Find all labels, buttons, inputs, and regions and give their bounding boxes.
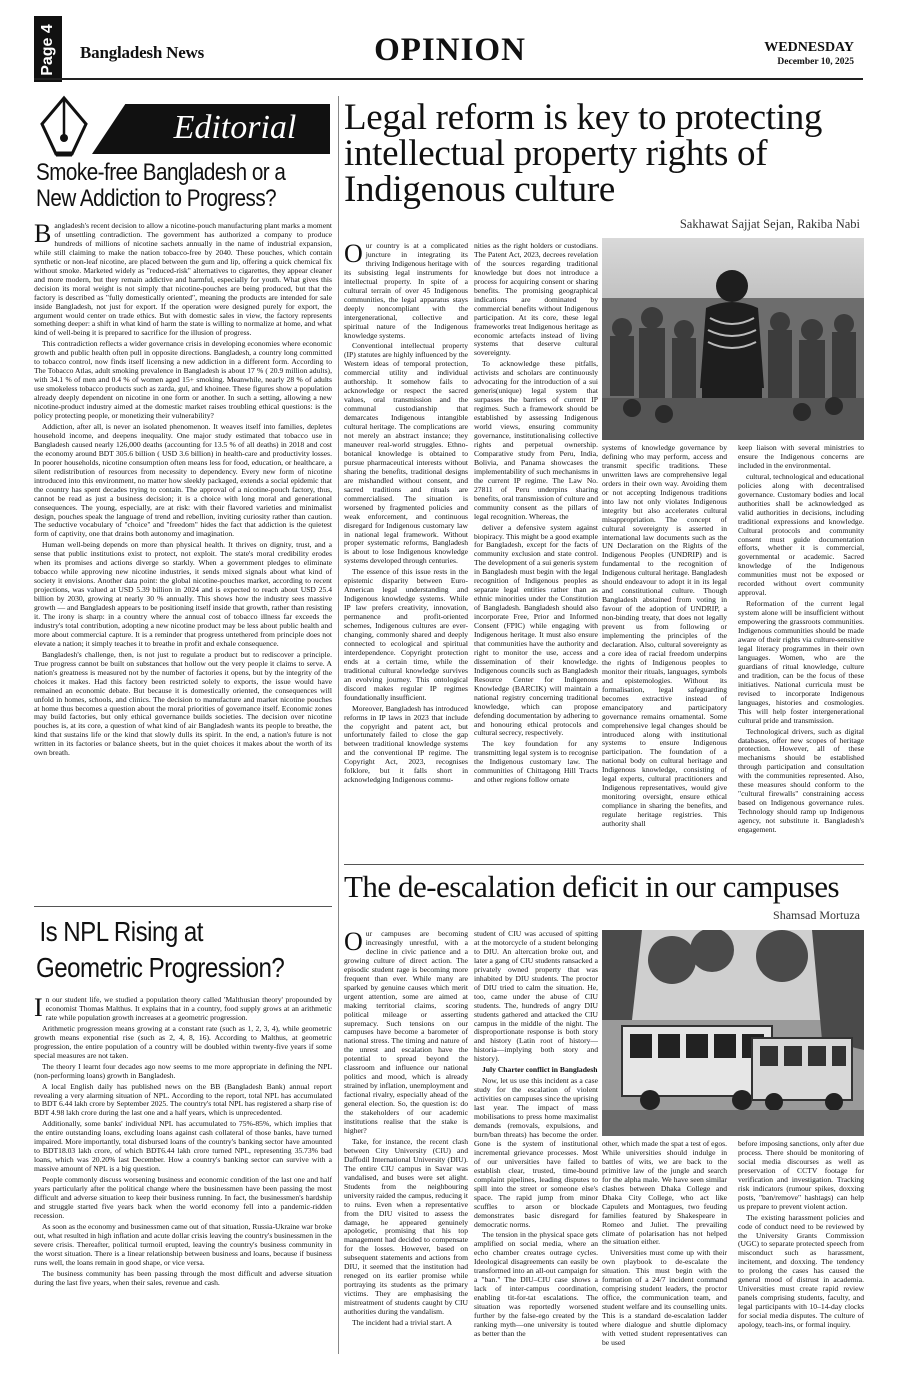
article2-col1 — [344, 930, 468, 1354]
article1-headline-line2: intellectual property rights of — [344, 133, 768, 174]
editorial2-paragraph: The business community has been passing through the most difficult and adverse situation during the last five years, when their sales, revenue and cash. — [34, 1268, 332, 1287]
article2-paragraph: before imposing sanctions, only after due process. There should be monitoring of social media discourses as well as preservation of CCTV footage for verification and investigation. Tracking risk indicators (rumour spikes, doxxing posts, "ban/remove" hashtags) can help us prepare to prevent violent action. — [738, 1140, 864, 1211]
article1-headline — [344, 97, 864, 210]
article2-paragraph: The incident had a trivial start. A — [352, 1317, 453, 1327]
article-divider — [344, 864, 864, 865]
editorial1-paragraph: angladesh's recent decision to allow a nicotine-pouch manufacturing plant marks a moment of unsettling contradiction. The government has authorized a company to produce hundreds of millions of nicotine sachets annually in the name of industrial expansion, while still claiming to make the nation tobacco-free by 2040. These pouches, which contain synthetic or non-leaf nicotine, are placed between the gum and lip, offering a quick chemical fix without smoke. Marketed widely as "reduced-risk" alternatives to cigarettes, they appear cleaner and more modern, but they remain addictive and harmful, especially for youth. What gives this decision its moral weight is not simply that nicotine-pouches are being produced, but that the factory is described as "fully domestically oriented", meaning the products are intended for sale inside Bangladesh, not just for export. If the operation were designed purely for export, the argument would center on trade ethics. But with domestic sales in view, the factory represents something deeper: a shift in what kind of harm the state is willing to normalize at home, and what kind of well-being it is prepared to sacrifice for the illusion of progress. — [34, 222, 332, 338]
article1-paragraph: To acknowledge these pitfalls, activists and scholars are continuously advocating for the introduction of a sui generis(unique) legal system that surpasses the barriers of current IP regimes. Such a framework should be established by assessing Indigenous world views, ensuring community governance, institutionalising collective rights and perpetual ownership. Comparative study from Peru, India, Bolivia, and Panama showcases the implementability of such mechanisms in the current IP regime. The Law No. 27811 of Peru underpins sharing benefits, oral transmission of culture and community consent as the pillars of legal recognition. Whereas, the — [474, 359, 598, 521]
editorial2-paragraph: The theory I learnt four decades ago now seems to me more appropriate in defining the NPL (non-performing loans) growth in Bangladesh. — [34, 1061, 332, 1080]
article1-col2 — [474, 242, 598, 854]
article2-paragraph: Now, let us use this incident as a case study for the escalation of violent activities on campuses since the uprising last year. The impact of mass mobilisations to press home maximalist demands (removals, expulsions, and burn/ban threats) has become the order. Gone is the system of institutional incremental grievance processes. Most of our universities have failed to establish clear, trusted, time-bound complaint pipelines, leading disputes to spill into the street or someone else's space. The rapid jump from minor scuffles to arson or blockade demonstrates basic disregard for democratic norms. — [474, 1076, 598, 1229]
editorial2-paragraph: Arithmetic progression means growing at a constant rate (such as 1, 2, 3, 4), while geometric growth means exponential rise (such as 2, 4, 8, 16). According to Malthus, at geometric progression, the entire population of a country will be doubled within twenty-five years if some special measures are not taken. — [34, 1023, 332, 1060]
section-title: OPINION — [374, 32, 526, 68]
article2-paragraph: The tension in the physical space gets amplified on social media, where an echo chamber creates outrage cycles. Ideological disagreements can easily be transformed into an all-out campaign for a "ban." The DIU–CIU case shows a lack of inter-campus coordination, enabling tit-for-tat escalations. The situation was reportedly worsened further by the false-ego created by the ranking myth—one university is touted as better than the — [474, 1230, 598, 1338]
article2-paragraph: Universities must come up with their own playbook to de-escalate the situation. This must begin with the formation of a 24/7 incident command comprising student leaders, the proctor office, the communication team, and student welfare and its counselling units. This is a standard de-escalation ladder where dialogue and shuttle diplomacy with vetted student representatives can be used — [602, 1248, 727, 1347]
article2-byline: Shamsad Mortuza — [773, 908, 860, 922]
editorial2-title — [36, 914, 332, 986]
editorial2-paragraph: A local English daily has published news on the BB (Bangladesh Bank) annual report revealing a very alarming situation of NPL. According to the report, total NPL has accumulated to BDT 6.44 lakh crore by September 2025. The country's total NPL has registered a sharp rise of BDT 4.98 lakh crore during the last one and a half years, which is unprecedented. — [34, 1081, 332, 1118]
article2-dropcap: O — [344, 930, 363, 956]
editorial1-title — [36, 160, 332, 212]
editorial-banner-label: Editorial — [173, 109, 297, 146]
article2-subhead: July Charter conflict in Bangladesh — [482, 1065, 598, 1075]
editorial2-title-line2: Geometric Progression? — [36, 952, 285, 983]
editorial2-paragraph: People commonly discuss worsening business and economic condition of the last one and half years particularly after the political change where the businessmen have been passing the most difficult and adverse situation to keep their business running. In fact, the businessmen's hardship and struggle started five years back when the world economy fell into a pandemic-ridden recession. — [34, 1175, 332, 1220]
article2-paragraph: The existing harassment policies and code of conduct need to be reviewed by the University Grants Commission (UGC) to separate protected speech from misconduct such as harassment, incitement, and doxxing. The tendency to prolong the cases has caused the general mood of distrust in academia. Universities must create rapid review panels comprising students, faculty, and legal participants with 10–14-day clocks for social media disputes. The culture of apology, teach-ins, or formal inquiry. — [738, 1212, 864, 1330]
editorial2-paragraph: Additionally, some banks' individual NPL has accumulated to 75%-85%, which implies that the entire outstanding loans, excluding loans against cash collateral of those banks, have turned impaired. More importantly, total disbursed loans of the country's banking sector have amounted to BDT18.03 lakh crore, of which BDT6.44 lakh crore turned NPL, representing 35.73% bad loans, which was 20.20% last December. How a country's banking sector can survive with a massive amount of NPL is a big question. — [34, 1119, 332, 1174]
article1-paragraph: Moreover, Bangladesh has introduced reforms in IP laws in 2023 that include the copyright and patent act, but unfortunately failed to close the gap between traditional knowledge systems and the conventional IP regime. The Copyright Act, 2023, recognises folklore, but it falls short in acknowledging Indigenous commu- — [344, 703, 468, 785]
editorial2-dropcap: I — [34, 996, 43, 1022]
article1-paragraph: The key foundation for any transmitting legal system is to recognise the Indigenous customary law. The communities of Chittagong Hill Tracts and other regions follow ornate — [474, 739, 598, 785]
column-divider — [338, 96, 339, 1354]
editorial1-paragraph: This contradiction reflects a wider governance crisis in developing economies where economic growth and public health often pull in opposite directions. Bangladesh, a country long committed to tobacco control, now finds itself licensing a new addiction in a different form. According to The Tobacco Atlas, adult smoking prevalence in Bangladesh is about 17 % ( 20.9 million adults), with 34.1 % of men and 0.4 % of women aged 15+ smoking. Meanwhile, nearly 28 % of adults use smokeless tobacco products such as zarda, gul, and khoinee. These figures show a population already deeply dependent on nicotine in one form or another. In such a setting, allowing a new nicotine-product industry aimed at the domestic market raises troubling ethical questions: is the policy protecting people, or monetizing their vulnerability? — [34, 339, 332, 421]
article2-paragraph: other, which made the spat a test of egos. While universities should indulge in battles of wits, we are back to the primitive law of the jungle and search for the alpha male. We have seen similar clashes between Dhaka College and Dhaka City College, who act like Capulets and Montagues, two feuding families featured by Shakespeare in Romeo and Juliet. The prevailing climate of polarisation has not helped the situation either. — [602, 1140, 727, 1247]
paper-name: Bangladesh News — [80, 43, 205, 62]
article2-paragraph: student of CIU was accused of spitting at the motorcycle of a student belonging to DIU. An altercation broke out, and later a gang of CIU students ransacked a privately owned property that was inhabited by DIU students. The proctor of DIU tried to calm the situation. He, too, came under the abuse of CIU students. The, hundreds of angry DIU students gathered and attacked the CIU campus in the middle of the night. The disproportionate response is both story and history (Latin root of history—historia—implying both story and history). — [474, 930, 598, 1064]
article1-paragraph: Reformation of the current legal system alone will be insufficient without empowering the grassroots communities. Indigenous communities should be made aware of their rights via culture-sensitive legal literacy programmes in their own languages. Women, who are the guardians of ritual knowledge, culture and tradition, can be the focus of these initiatives. National curricula must be revised to incorporate Indigenous languages, histories and cosmologies. This will help foster intergenerational cultural pride and transmission. — [738, 599, 864, 725]
article2-col2 — [474, 930, 598, 1354]
article1-dropcap: O — [344, 242, 363, 268]
article1-headline-line1: Legal reform is key to protecting — [344, 97, 823, 138]
editorial2-body — [34, 996, 332, 1348]
article2-paragraph: ur campuses are becoming increasingly unrestful, with a decline in civic patience and a growing culture of direct action. The episodic student rage is becoming more frequent than ever. While many are sparked by genuine causes which merit urgent attention, some are aimed at making territorial claims, scoring political mileage or asserting supremacy. Such tensions on our campuses have become a barometer of national stress. The timing and nature of the unrest and escalation have the potential to spread beyond the classroom and influence our national politics and mood, which is already strained by inflation, unemployment and factional rivalry, especially ahead of the general election. So, the question is: do the stakeholders of our academic institutions realise that the stake is higher? — [344, 930, 468, 1135]
article1-col4 — [738, 444, 864, 854]
article2-paragraph: Take, for instance, the recent clash between City University (CIU) and Daffodil International University (DIU). The entire CIU campus in Savar was vandalised, and buses were set alight. Students from the neighbouring university raided the campus, reducing it to ruins. Even when a representative from the DIU visited to assess the damage, he appeared genuinely apologetic, promising that his top management had decided to compensate for the losses. However, based on subsequent statements and actions from DIU, it seemed that the institution had reneged on its earlier promise while portraying its students as the primary victims. They are emphasising the mistreatment of students caught by CIU authorities during the vandalism. — [344, 1136, 468, 1317]
editorial-divider — [34, 906, 332, 907]
article1-paragraph: Conventional intellectual property (IP) statutes are highly influenced by the Western ideas of temporal protection, commercial utility and individual authorship. It somehow fails to acknowledge or respect the sacred values, oral transmission and the communal custodianship that demarcates Indigenous intangible cultural heritage. The complications are not merely an abstract instance; they maneuver real-world struggles. Ethno-botanical knowledge is obtained to pursue pharmaceutical interests without sharing the benefits, traditional designs are mishandled without consent, and sacred traditions and rituals are commercialised. The situation is worsened by fragmented policies and weak enforcement, and continuous disregard for Indigenous customary law in national legal framework. Without proper systematic reforms, Bangladesh is about to lose Indigenous knowledge systems developed through centuries. — [344, 341, 468, 566]
article1-byline: Sakhawat Sajjat Sejan, Rakiba Nabi — [679, 217, 860, 231]
article1-paragraph: cultural, technological and educational policies along with decentralised governance. Customary bodies and local authorities shall be acknowledged as valid authorities in decisions, including traditional expressions and knowledge. Cultural protocols and community consent must guide documentation efforts, whether it is commercial, governmental or academic. Sacred knowledge of the Indigenous communities must not be exposed or recorded without overt community approval. — [738, 471, 864, 598]
article1-paragraph: nities as the right holders or custodians. The Patent Act, 2023, decrees revelation of the sources regarding traditional knowledge but does not introduce a process for acquiring consent or sharing benefits. The promising geographical indications are dominated by commercial benefits without Indigenous participation. At its core, these legal frameworks treat Indigenous heritage as economic artefacts instead of living systems that deserve cultural sovereignty. — [474, 242, 598, 358]
article1-paragraph: keep liaison with several ministries to ensure the Indigenous concerns are included in the environmental. — [738, 444, 864, 470]
article2-col4 — [738, 1140, 864, 1354]
page-number-label: Page 4 — [39, 24, 56, 76]
editorial1-dropcap: B — [34, 222, 52, 248]
editorial1-title-line1: Smoke-free Bangladesh or a — [36, 159, 286, 186]
burned-buses-photo — [602, 930, 864, 1136]
editorial2-paragraph: n our student life, we studied a population theory called 'Malthusian theory' propounded by economist Thomas Malthus. It explains that in a country, food supply grows at an arithmetic rate while population growth increases at a geometric progression. — [45, 996, 332, 1022]
editorial1-paragraph: Addiction, after all, is never an isolated phenomenon. It weaves itself into families, depletes household income, and deepens inequality. One major study estimated that tobacco use in Bangladesh caused nearly 126,000 deaths (accounting for 13.5 % of all deaths) in 2018 and cost the economy around BDT 305.6 billion ( USD 3.6 billion) in health-care and productivity losses. In poorer households, nicotine consumption often means less for food, education, or healthcare, a silent redistribution of resources from necessity to dependency. Every new form of nicotine introduced into this environment, no matter how sleekly packaged, extends a social epidemic that the country has spent decades trying to contain. The approval of a nicotine-pouch factory, thus, cannot be read as just a business decision; it is a choice with long moral and generational consequences. The young, especially, are at risk: with their flavored varieties and minimalist design, pouches speak the language of trend and rebellion, inviting curiosity rather than caution. The seductive vocabulary of "choice" and "freedom" hides the fact that addiction is the quietest form of captivity, one that drains both autonomy and imagination. — [34, 421, 332, 539]
article1-paragraph: deliver a defensive system against biopiracy. This might be a good example for Bangladesh, except for the facts of community exclusion and state control. The development of a sui generis system in Bangladesh must begin with the legal recognition of Indigenous peoples as separate legal entities rather than as ethnic minorities under the Constitution of Bangladesh. Bangladesh should also incorporate Free, Prior and Informed Consent (FPIC) while engaging with Indigenous heritage. It must also ensure that communities have the authority and right to monitor the use, access and dissemination of their knowledge. Indigenous councils such as Bangladesh Resource Center for Indigenous Knowledge (BARCIK) will maintain a national registry concerning traditional knowledge, which can propose defending documentation by adhering to and honouring ethical protocols and cultural secrecy, respectively. — [474, 522, 598, 738]
article1-col1 — [344, 242, 468, 854]
article2-headline: The de-escalation deficit in our campuses — [344, 869, 840, 904]
page-number-tab — [34, 16, 62, 82]
article1-paragraph: ur country is at a complicated juncture in integrating its thriving Indigenous heritage with its subsisting legal instruments for intellectual property. In spite of a cultural terrain of over 45 Indigenous communities, the legal apparatus stays deeply noncompliant with the intergenerational, collective and spiritual nature of the Indigenous knowledge systems. — [344, 242, 468, 340]
article1-paragraph: The essence of this issue rests in the epistemic disparity between Euro-American legal understanding and Indigenous knowledge systems. While IP law prefers creativity, innovation, permanence and profit-oriented schemes, Indigenous cultures are ever-changing, commonly shared and deeply connected to ecological and spiritual interdependence. Copyright protection ends at a certain time, while the traditional cultural knowledge survives an evolving journey. This ontological discord makes regular IP regimes foundationally insufficient. — [344, 567, 468, 702]
editorial1-paragraph: Bangladesh's challenge, then, is not just to regulate a product but to rediscover a principle. True progress cannot be built on substances that hollow out the very people it claims to serve. A nation's greatness is measured not by the number of factories it opens, but by the integrity of the choices it makes. Had this factory been restricted solely to exports, the issue would have remained an economic debate. But because it is domestically oriented, the consequences will unfold in homes, schools, and clinics. The decision to manufacture and market nicotine pouches at home thus becomes a question about the moral priorities of governance itself. Economic zones may build factories, but only ethical governance builds societies. The decision over nicotine pouches is, at its core, a question of what kind of air Bangladesh wants its people to breathe, the kind that sustains life or the kind that slowly dulls its spirit. In the end, a nation's future is not written in its factories or balance sheets, but in the quiet choices it makes about the worth of its own breath. — [34, 649, 332, 758]
pen-nib-icon — [34, 94, 94, 160]
article1-paragraph: systems of knowledge governance by defining who may perform, access and transmit specific traditions. These unwritten laws are comprehensive legal orders in their own way. Avoiding them or not accepting Indigenous traditions into law not only violates Indigenous integrity but also accelerates cultural misappropriation. The concept of cultural sovereignty is asserted in international law documents such as the UN Declaration on the Rights of the Indigenous Peoples (UNDRIP) and is fundamental to the recognition of Indigenous cultural heritage. Bangladesh should endeavour to adopt it in its legal and constitutional culture. Though Bangladesh abstained from voting in favour of the adoption of UNDRIP, a non-binding treaty, that does not legally prevent us from following or implementing the principles of the declaration. Also, cultural sovereignty as a core idea of racial freedom underpins the rights of Indigenous peoples to monitor their rituals, languages, symbols and epistemologies. Without its formalisation, legal safeguarding becomes extractive instead of emancipatory and participatory governance remains ornamental. Some comprehensive legal changes should be introduced along with institutional systems to ensure Indigenous participation. The foundation of a national body on cultural heritage and Indigenous knowledge, consisting of legal experts, cultural practitioners and Indigenous representatives, would give monitoring oversight, ensure ethical compliance in sharing the benefits, and regulate heritage registries. This authority shall — [602, 444, 727, 829]
editorial1-body — [34, 222, 332, 847]
editorial2-title-line1: Is NPL Rising at — [39, 916, 203, 947]
indigenous-festival-photo — [602, 238, 864, 440]
article1-paragraph: Technological drivers, such as digital databases, offer new scopes of heritage protection. However, all of these mechanisms should be established through participation and consultation with the communities represented. Also, these measures should conform to the "cultural firewalls" constraining access based on Indigenous governance rules. Technology should ramp up Indigenous agency, not substitute it. Bangladesh's engagement. — [738, 726, 864, 835]
date: December 10, 2025 — [777, 57, 854, 67]
masthead-rule — [34, 78, 863, 80]
article1-headline-line3: Indigenous culture — [344, 169, 615, 210]
editorial1-title-line2: New Addiction to Progress? — [36, 185, 277, 212]
editorial2-paragraph: As soon as the economy and businessmen came out of that situation, Russia-Ukraine war broke out, what resulted in high inflation and acute dollar crisis leaving the country's businessmen in the severe crisis. Thereafter, political turmoil erupted, leaving the country's business community in the worst situation. There is a linear relationship between business and loans, because if business runs well, the loans remain in good shape, or vice versa. — [34, 1221, 332, 1267]
weekday: WEDNESDAY — [764, 40, 854, 55]
article1-col3 — [602, 444, 727, 854]
article2-col3 — [602, 1140, 727, 1354]
editorial1-paragraph: Human well-being depends on more than physical health. It thrives on dignity, trust, and a sense that public institutions exist to protect, not exploit. The state's moral credibility erodes when its promises and actions diverge so starkly. When a government pledges to eliminate tobacco while approving new nicotine industries, it sends mixed signals about what kind of society it envisions. Another data point: the global nicotine-pouches market, according to recent projections, was valued at USD 5.39 billion in 2024 and is expected to reach about USD 25.4 billion by 2030, growing at nearly 30 % annually. This shows how the industry sees massive growth — and Bangladesh appears to be positioning itself inside that growth, rather than resisting it. The irony is sharp: in a country where the annual cost of tobacco illness far exceeds the industry's total contribution, adopting a new nicotine product may be less about public health and more about commercial capture. It is a reminder that progress untethered from principle does not elevate a nation; it simply teaches it to breathe in profit and exhale consequence. — [34, 540, 332, 648]
